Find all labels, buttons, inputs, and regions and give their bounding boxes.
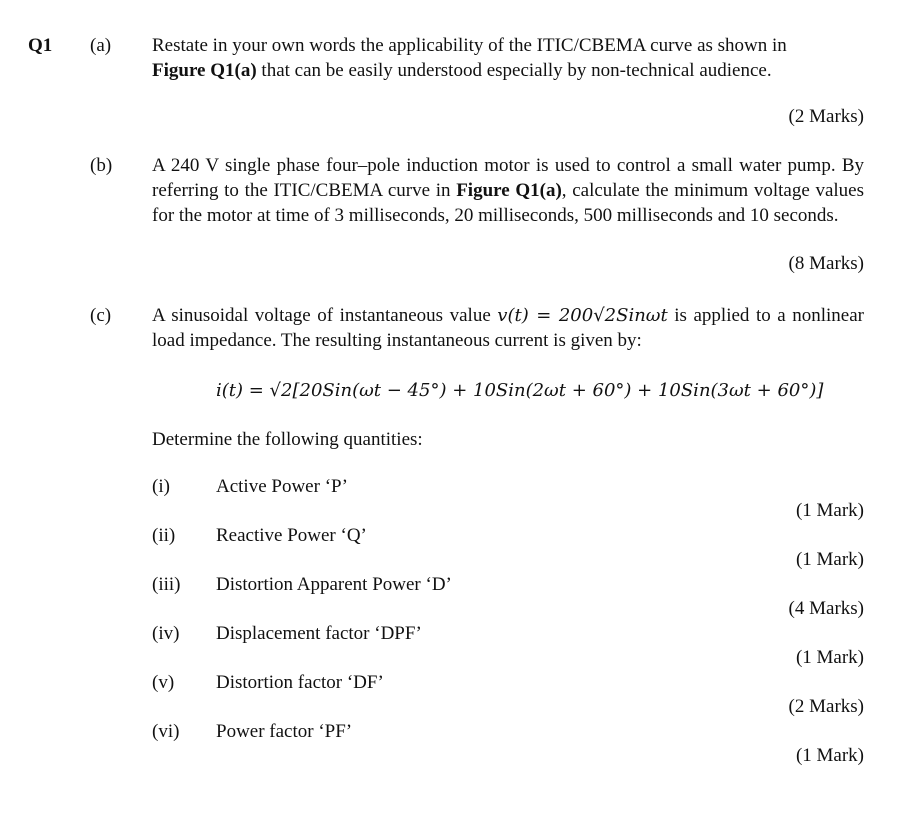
part-c-text: [152, 303, 864, 353]
item-ii-label: (ii): [152, 525, 176, 546]
part-c-text-1: A sinusoidal voltage of instantaneous value: [152, 305, 498, 326]
item-i-label: (i): [152, 476, 170, 497]
item-v-marks: (2 Marks): [788, 696, 864, 717]
item-iii-label: (iii): [152, 574, 181, 595]
question-number: Q1: [28, 35, 53, 56]
item-vi-marks: (1 Mark): [795, 745, 864, 766]
part-c-text-2: is applied to a nonlinear load impedance. The resulting instantaneous current is given by:: [152, 305, 864, 351]
item-ii-marks: (1 Mark): [795, 549, 864, 570]
item-vi-label: (vi): [152, 721, 180, 742]
item-vi-text: Power factor ‘PF’: [216, 721, 353, 742]
part-b-figure-ref: Figure Q1(a): [456, 180, 562, 201]
part-a-figure-ref: Figure Q1(a): [152, 60, 257, 81]
current-expression: i(t) = √2[20Sin(ωt − 45°) + 10Sin(2ωt + 60°) + 10Sin(3ωt + 60°)]: [216, 380, 824, 401]
part-b-label: (b): [90, 155, 113, 176]
part-b-text: [152, 153, 864, 228]
item-iv-marks: (1 Mark): [795, 647, 864, 668]
part-c-label: (c): [90, 305, 112, 326]
item-v-label: (v): [152, 672, 175, 693]
item-iv-text: Displacement factor ‘DPF’: [216, 623, 422, 644]
item-iv-label: (iv): [152, 623, 180, 644]
determine-intro: Determine the following quantities:: [152, 429, 423, 450]
item-iii-marks: (4 Marks): [788, 598, 864, 619]
item-v-text: Distortion factor ‘DF’: [216, 672, 384, 693]
part-b-text-1: A 240 V single phase four–pole induction motor is used to control a small water pump. By referring to the ITIC/CBEMA curve in: [152, 155, 864, 201]
item-iii-text: Distortion Apparent Power ‘D’: [216, 574, 452, 595]
item-i-marks: (1 Mark): [795, 500, 864, 521]
part-a-line-1: Restate in your own words the applicability of the ITIC/CBEMA curve as shown in: [152, 35, 787, 56]
item-ii-text: Reactive Power ‘Q’: [216, 525, 367, 546]
item-i-text: Active Power ‘P’: [216, 476, 348, 497]
part-a-line-2: [152, 58, 864, 83]
voltage-expression: v(t) = 200√2Sinωt: [497, 305, 668, 326]
part-b-text-2: , calculate the minimum voltage values for the motor at time of 3 milliseconds, 20 milliseconds, 500 milliseconds and 10 seconds.: [152, 180, 864, 226]
part-a-label: (a): [90, 35, 112, 56]
part-a-line-2-rest: that can be easily understood especially by non-technical audience.: [256, 60, 772, 81]
part-a-text: [152, 33, 864, 83]
part-a-marks: (2 Marks): [788, 106, 864, 127]
part-b-marks: (8 Marks): [788, 253, 864, 274]
